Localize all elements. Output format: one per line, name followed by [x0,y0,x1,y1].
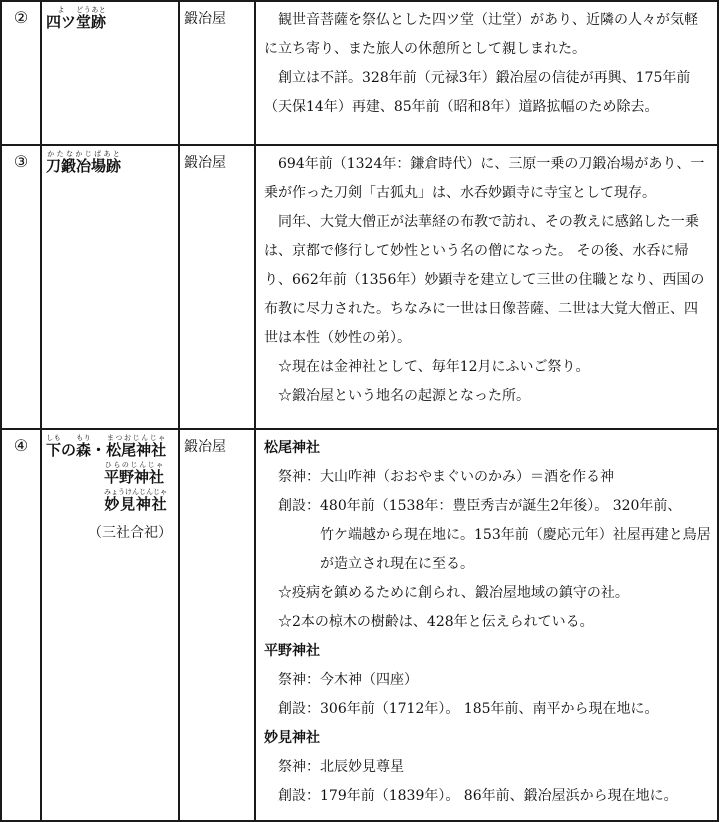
star-note: ☆疫病を鎮めるために創られ、鍛冶屋地域の鎮守の社。 [278,585,629,601]
shrine-founded: 創設：179年前（1839年）。 86年前、鍛冶屋浜から現在地に。 [278,788,678,804]
shrine-title: 平野神社 [264,643,320,659]
location-cell [179,429,255,821]
location: 鍛冶屋 [184,155,226,171]
merger-note: （三社合祀） [88,525,172,542]
number-cell [1,429,41,821]
location: 鍛冶屋 [184,439,226,455]
location-cell [179,1,255,145]
shrine-title: 妙見神社 [264,730,320,746]
number-cell [1,145,41,429]
description-cell [255,1,718,145]
description-cell [255,145,718,429]
site-name: 四ツよ堂跡どうあと [46,6,107,31]
table-row [1,145,718,429]
description-paragraph: 694年前（1324年：鎌倉時代）に、三原一乗の刀鍛冶場があり、一乗が作った刀剣「古狐丸」は、水呑妙顕寺に寺宝として現存。 [264,156,705,201]
description-cell [255,429,718,821]
name-cell [41,429,179,821]
name-cell [41,1,179,145]
name-cell [41,145,179,429]
row-number: ② [13,8,29,27]
description-paragraph: 観世音菩薩を祭仏とした四ツ堂（辻堂）があり、近隣の人々が気軽に立ち寄り、また旅人の休憩所として親しまれた。 [264,12,698,57]
location: 鍛冶屋 [184,11,226,27]
shrine-title: 松尾神社 [264,440,320,456]
shrine-founded-continued: 竹ケ端越から現在地に。153年前（慶応元年）社屋再建と鳥居が造立され現在に至る。 [320,527,711,572]
star-note: ☆2本の椋木の樹齢は、428年と伝えられている。 [278,614,594,630]
description-paragraph: 創立は不詳。328年前（元禄3年）鍛冶屋の信徒が再興、175年前（天保14年）再建、85年前（昭和8年）道路拡幅のため除去。 [264,70,691,115]
shrine-deity: 祭神：北辰妙見尊星 [278,759,404,775]
star-note: ☆鍛冶屋という地名の起源となった所。 [278,388,530,404]
site-name: 下しもの森もり・松尾神社まつおじんじゃ [46,434,167,459]
shrine-deity: 祭神：今木神（四座） [278,672,418,688]
sub-site-name: 平野神社ひらのじんじゃ [104,461,165,486]
row-number: ④ [13,436,29,455]
sub-site-name: 妙見神社みょうけんじんじゃ [104,487,167,513]
number-cell [1,1,41,145]
row-number: ③ [13,152,29,171]
shrine-deity: 祭神：大山咋神（おおやまぐいのかみ）＝酒を作る神 [278,469,614,485]
table-row [1,1,718,145]
shrine-founded: 創設：480年前（1538年：豊臣秀吉が誕生2年後）。 320年前、 [278,498,682,514]
location-cell [179,145,255,429]
description-paragraph: 同年、大覚大僧正が法華経の布教で訪れ、その教えに感銘した一乗は、京都で修行して妙性という名の僧になった。 その後、水呑に帰り、662年前（1356年）妙顕寺を建立して三世の住職となり、西国の布教に尽力された。ちなみに一世は日像菩薩、二世は大覚大僧正、四世は本性（妙性の弟）。 [264,214,705,346]
star-note: ☆現在は金神社として、毎年12月にふいご祭り。 [278,359,590,375]
table-row [1,429,718,821]
site-name: 刀鍛冶場跡かたなかじばあと [46,150,122,175]
shrine-founded: 創設：306年前（1712年）。 185年前、南平から現在地に。 [278,701,659,717]
